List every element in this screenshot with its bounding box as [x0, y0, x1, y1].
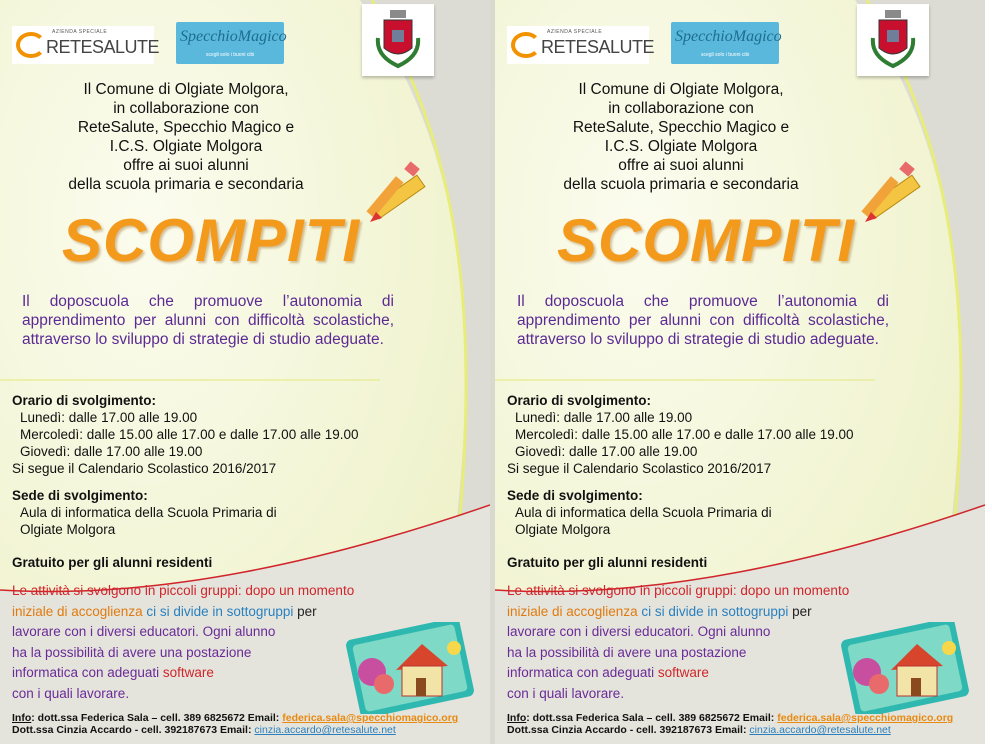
intro-text: Il Comune di Olgiate Molgora, in collaborazione con ReteSalute, Specchio Magico e I.C.S. Olgiate Molgora offre ai suoi alunni della scuola primaria e secondaria [563, 81, 799, 193]
schedule-line: Lunedì: dalle 17.00 alle 19.00 [515, 410, 693, 425]
activity-text: Le attività si svolgono in piccoli gruppi: dopo un momento iniziale di accoglienza ci si divide in sottogruppi per lavorare con i diversi educatori. Ogni alunno ha la possibilità di avere una postazione informatica con adeguati software con i quali lavorare. [507, 583, 850, 701]
calendar-note: Si segue il Calendario Scolastico 2016/2017 [507, 461, 772, 476]
flyer-left [0, 0, 490, 744]
venue-line: Olgiate Molgora [20, 522, 116, 537]
house-drawing-icon [839, 622, 969, 714]
retesalute-swoosh-icon [16, 32, 46, 58]
schedule-line: Mercoledì: dalle 15.00 alle 17.00 e dalle 17.00 alle 19.00 [515, 427, 854, 442]
email-link[interactable]: federica.sala@specchiomagico.org [282, 712, 459, 724]
schedule-line: Mercoledì: dalle 15.00 alle 17.00 e dalle 17.00 alle 19.00 [20, 427, 359, 442]
venue-heading: Sede di svolgimento: [12, 488, 148, 503]
pencil-ruler-icon [362, 160, 430, 230]
description: Il doposcuola che promuove l’autonomia di apprendimento per alunni con difficoltà scolastiche, attraverso lo sviluppo di strategie di studio adeguate. [22, 293, 394, 348]
schedule-line: Giovedì: dalle 17.00 alle 19.00 [20, 444, 203, 459]
schedule-heading: Orario di svolgimento: [507, 393, 652, 408]
intro-text: Il Comune di Olgiate Molgora, in collaborazione con ReteSalute, Specchio Magico e I.C.S. Olgiate Molgora offre ai suoi alunni della scuola primaria e secondaria [68, 81, 304, 193]
schedule-section [12, 392, 432, 538]
venue-line: Olgiate Molgora [515, 522, 611, 537]
retesalute-logo: AZIENDA SPECIALE RETESALUTE [12, 26, 154, 64]
schedule-line: Lunedì: dalle 17.00 alle 19.00 [20, 410, 198, 425]
venue-line: Aula di informatica della Scuola Primaria di [20, 505, 277, 520]
main-title: SCOMPITI [557, 207, 856, 274]
retesalute-swoosh-icon [511, 32, 541, 58]
house-drawing-icon [344, 622, 474, 714]
free-notice: Gratuito per gli alunni residenti [12, 555, 213, 570]
specchio-magico-logo: SpecchioMagico scegli solo i buoni cibi [176, 22, 284, 64]
municipal-crest-icon [362, 4, 434, 76]
schedule-heading: Orario di svolgimento: [12, 393, 157, 408]
calendar-note: Si segue il Calendario Scolastico 2016/2017 [12, 461, 277, 476]
retesalute-logo: AZIENDA SPECIALE RETESALUTE [507, 26, 649, 64]
main-title: SCOMPITI [62, 207, 361, 274]
description: Il doposcuola che promuove l’autonomia di apprendimento per alunni con difficoltà scolastiche, attraverso lo sviluppo di strategie di studio adeguate. [517, 293, 889, 348]
schedule-section [507, 392, 927, 538]
pencil-ruler-icon [857, 160, 925, 230]
email-link[interactable]: federica.sala@specchiomagico.org [777, 712, 954, 724]
municipal-crest-icon [857, 4, 929, 76]
email-link[interactable]: cinzia.accardo@retesalute.net [254, 724, 396, 736]
venue-heading: Sede di svolgimento: [507, 488, 643, 503]
activity-text: Le attività si svolgono in piccoli gruppi: dopo un momento iniziale di accoglienza ci si divide in sottogruppi per lavorare con i diversi educatori. Ogni alunno ha la possibilità di avere una postazione informatica con adeguati software con i quali lavorare. [12, 583, 355, 701]
email-link[interactable]: cinzia.accardo@retesalute.net [749, 724, 891, 736]
flyer-right [495, 0, 985, 744]
free-notice: Gratuito per gli alunni residenti [507, 555, 708, 570]
contact-info: Info: dott.ssa Federica Sala – cell. 389 6825672 Email: federica.sala@specchiomagico.org Dott.ssa Cinzia Accardo - cell. 392187673 Email: cinzia.accardo@retesalute.net [507, 712, 954, 736]
schedule-line: Giovedì: dalle 17.00 alle 19.00 [515, 444, 698, 459]
venue-line: Aula di informatica della Scuola Primaria di [515, 505, 772, 520]
specchio-magico-logo: SpecchioMagico scegli solo i buoni cibi [671, 22, 779, 64]
contact-info: Info: dott.ssa Federica Sala – cell. 389 6825672 Email: federica.sala@specchiomagico.org Dott.ssa Cinzia Accardo - cell. 392187673 Email: cinzia.accardo@retesalute.net [12, 712, 459, 736]
